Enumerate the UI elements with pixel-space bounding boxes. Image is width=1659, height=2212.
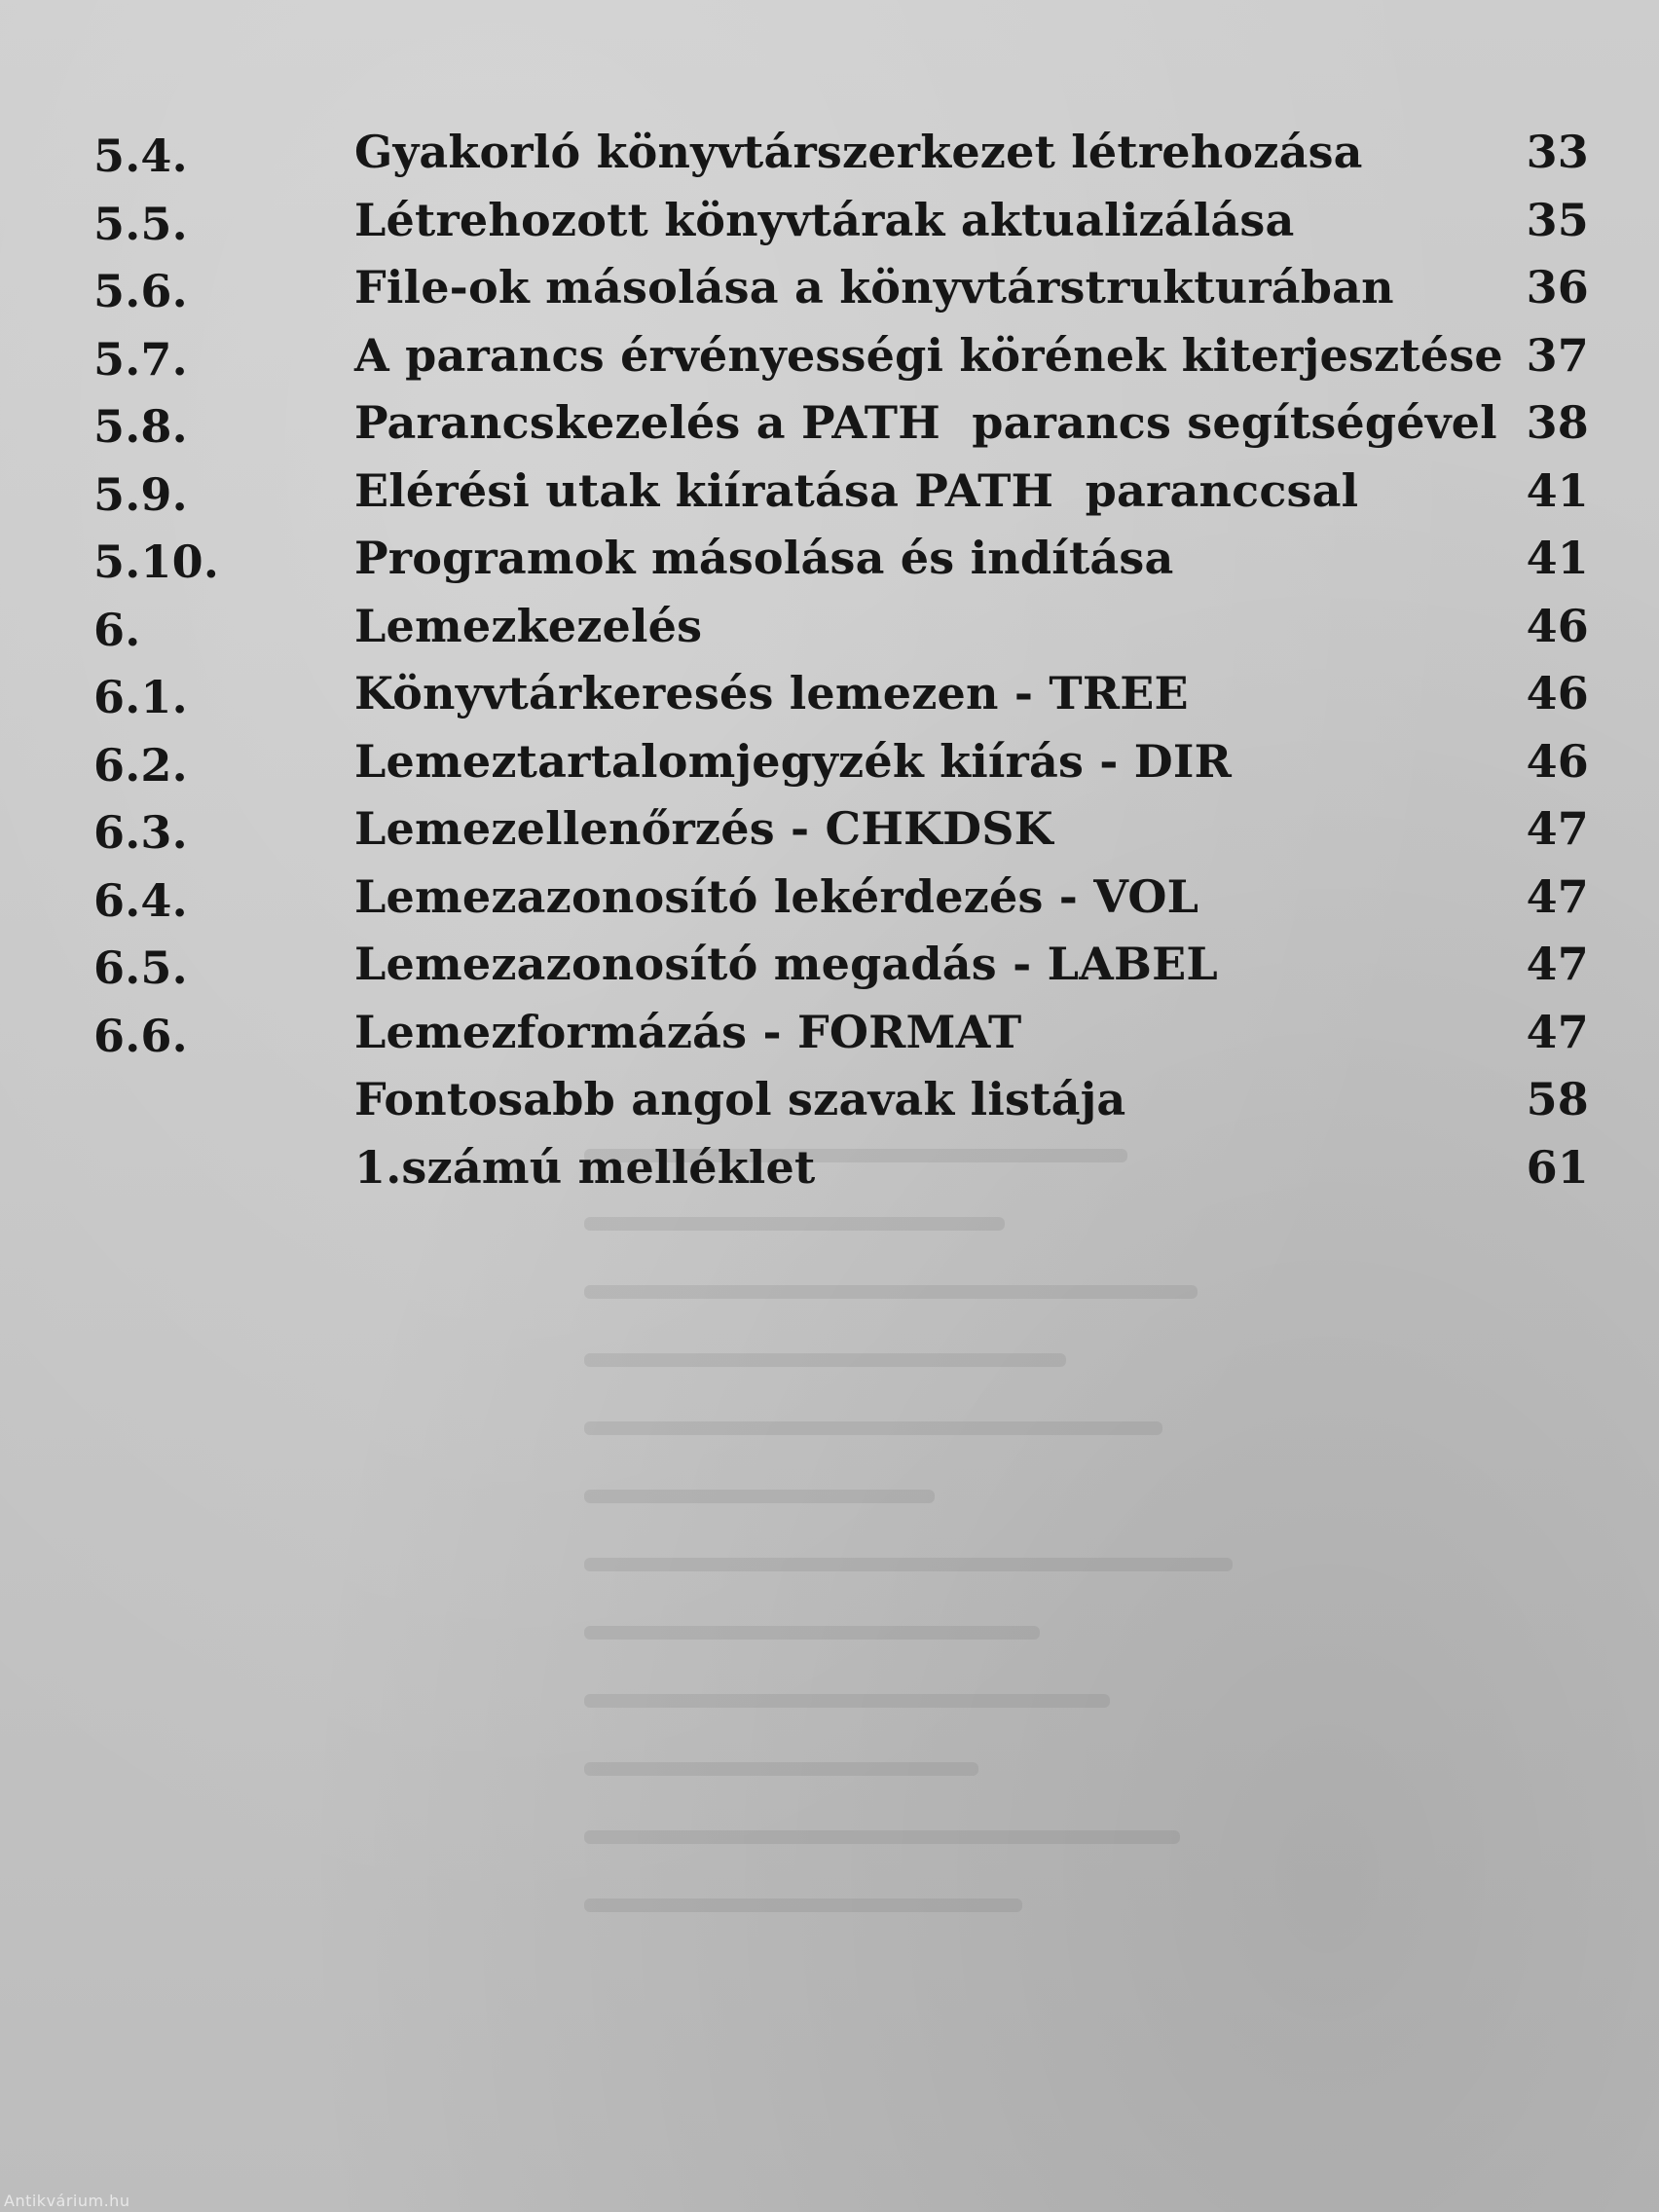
toc-section-title: Gyakorló könyvtárszerkezet létrehozása (354, 126, 1363, 178)
toc-section-title: Lemezazonosító megadás - LABEL (354, 938, 1218, 990)
toc-section-number: 6.1. (93, 671, 188, 723)
toc-entry (93, 525, 1589, 593)
toc-section-number: 5.4. (93, 129, 188, 182)
toc-section-title: File-ok másolása a könyvtárstrukturában (354, 261, 1394, 313)
bleed-through-texture (584, 1149, 1460, 2025)
toc-entry (93, 999, 1589, 1067)
toc-page-number: 41 (1526, 463, 1589, 517)
toc-page-number: 46 (1526, 667, 1589, 719)
toc-section-title: Lemeztartalomjegyzék kiírás - DIR (354, 734, 1233, 788)
toc-page-number: 38 (1526, 396, 1589, 449)
toc-page-number: 47 (1526, 938, 1589, 990)
toc-entry (93, 728, 1589, 796)
toc-page-number: 61 (1526, 1140, 1589, 1194)
toc-entry (93, 660, 1589, 728)
toc-entry (93, 254, 1589, 322)
toc-entry (93, 322, 1589, 390)
toc-section-title: A parancs érvényességi körének kiterjesztése (354, 328, 1503, 382)
toc-entry (93, 931, 1589, 999)
toc-section-title: Létrehozott könyvtárak aktualizálása (354, 193, 1295, 246)
toc-page-number: 47 (1526, 802, 1589, 855)
toc-section-number: 6.2. (93, 738, 188, 792)
toc-section-title: Lemezazonosító lekérdezés - VOL (354, 869, 1199, 923)
toc-entry (93, 119, 1589, 187)
toc-section-title: Fontosabb angol szavak listája (354, 1073, 1126, 1125)
toc-entry (93, 389, 1589, 458)
toc-section-title: Programok másolása és indítása (354, 532, 1174, 584)
toc-section-number: 5.6. (93, 265, 188, 317)
toc-section-number: 6.6. (93, 1009, 188, 1062)
toc-section-number: 5.10. (93, 535, 220, 588)
toc-section-title: Lemezellenőrzés - CHKDSK (354, 802, 1053, 855)
toc-entry (93, 864, 1589, 932)
toc-entry (93, 795, 1589, 864)
toc-section-number: 5.8. (93, 400, 188, 453)
toc-entry (93, 458, 1589, 526)
toc-page-number: 46 (1526, 599, 1589, 652)
toc-section-number: 5.5. (93, 197, 188, 250)
toc-section-number: 6.5. (93, 941, 188, 994)
toc-page-number: 47 (1526, 1005, 1589, 1058)
toc-section-number: 6.3. (93, 806, 188, 859)
toc-section-number: 5.9. (93, 467, 188, 521)
toc-entry (93, 593, 1589, 661)
toc-page-number: 35 (1526, 193, 1589, 246)
toc-page-number: 47 (1526, 869, 1589, 923)
toc-page-number: 36 (1526, 261, 1589, 313)
toc-section-title: 1.számú melléklet (354, 1140, 816, 1194)
toc-entry (93, 187, 1589, 255)
toc-entry (93, 1066, 1589, 1134)
toc-section-number: 6.4. (93, 873, 188, 927)
toc-page-number: 33 (1526, 126, 1589, 178)
toc-section-number: 6. (93, 603, 141, 656)
table-of-contents (93, 119, 1589, 1201)
toc-section-title: Parancskezelés a PATH parancs segítségével (354, 396, 1497, 449)
toc-page-number: 37 (1526, 328, 1589, 382)
toc-section-title: Lemezkezelés (354, 599, 703, 652)
toc-section-number: 5.7. (93, 332, 188, 386)
toc-page-number: 46 (1526, 734, 1589, 788)
toc-page-number: 58 (1526, 1073, 1589, 1125)
watermark: Antikvárium.hu (4, 2192, 130, 2210)
toc-section-title: Elérési utak kiíratása PATH paranccsal (354, 463, 1359, 517)
toc-entry (93, 1134, 1589, 1202)
toc-page-number: 41 (1526, 532, 1589, 584)
toc-section-title: Lemezformázás - FORMAT (354, 1005, 1022, 1058)
toc-section-title: Könyvtárkeresés lemezen - TREE (354, 667, 1189, 719)
